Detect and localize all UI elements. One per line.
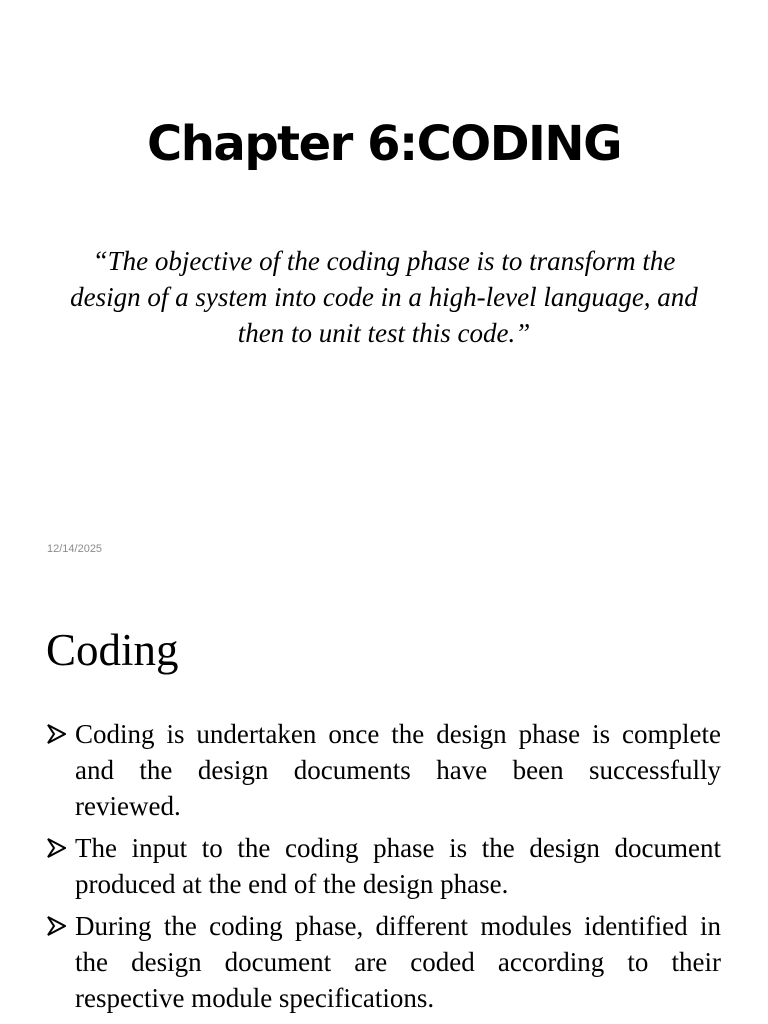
bullet-text: During the coding phase, different modules identified in the design document are coded according to their respective module specifications. — [75, 911, 721, 1013]
arrowhead-bullet-icon — [46, 830, 75, 866]
arrowhead-bullet-icon — [46, 908, 75, 944]
bullet-item — [46, 908, 721, 1016]
slide-date: 12/14/2025 — [47, 543, 103, 555]
bullet-list — [46, 716, 721, 1022]
bullet-item — [46, 716, 721, 824]
section-title: Coding — [46, 625, 179, 675]
bullet-item — [46, 830, 721, 902]
chapter-title: Chapter 6:CODING — [147, 116, 621, 172]
arrowhead-bullet-icon — [46, 716, 75, 752]
slide-coding — [0, 576, 768, 1024]
bullet-text: Coding is undertaken once the design phase is complete and the design documents have been successfully reviewed. — [75, 719, 721, 821]
chapter-quote: “The objective of the coding phase is to transform the design of a system into code in a high-level language, and then to unit test this code.” — [70, 246, 698, 348]
bullet-text: The input to the coding phase is the design document produced at the end of the design phase. — [75, 833, 721, 899]
